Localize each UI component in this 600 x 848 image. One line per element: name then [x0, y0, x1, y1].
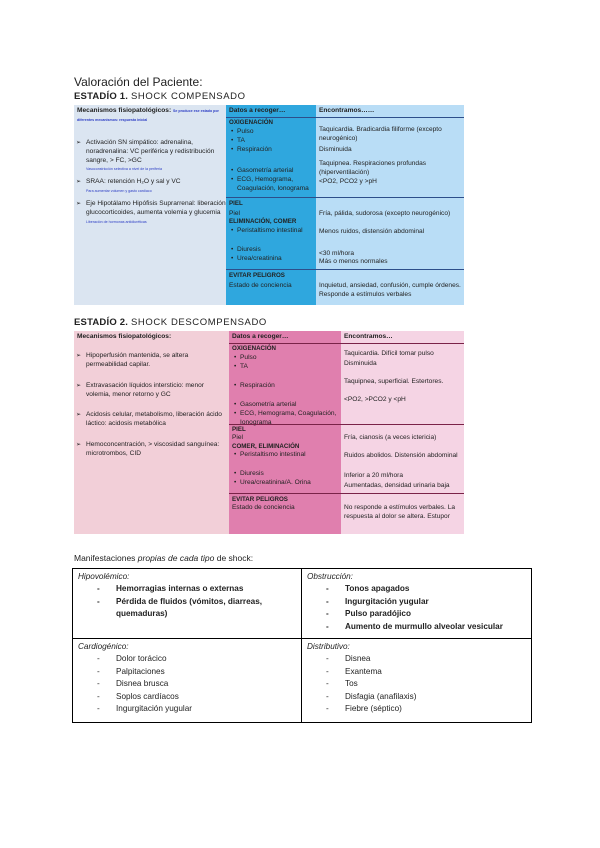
- stage-2-data-column: Datos a recoger… OXIGENACIÓN • Pulso • TA • Respiración • Gasometría arterial • ECG, Hemograma, Coagulación, Ionograma PIEL Piel COMER, ELIMINACIÓN • Peristaltismo intestinal • Diuresis • Urea/creatinina/A. Orina EVITAR PELIGROS Estado de conciencia: [229, 331, 341, 534]
- cardiogenico-cell: Cardiogénico: - Dolor torácico - Palpitaciones - Disnea brusca - Soplos cardíacos - Ingurgitación yugular: [73, 639, 301, 719]
- stage-1-label: ESTADÍO 1.: [74, 91, 129, 102]
- stage-1-name: SHOCK COMPENSADO: [130, 91, 246, 102]
- stage-1-findings-header: Encontramos……: [319, 107, 375, 114]
- stage-1-data-column: Datos a recoger… OXIGENACIÓN • Pulso • TA • Respiración • Gasometría arterial • ECG, Hemograma, Coagulación, Ionograma PIEL Piel ELIMINACIÓN, COMER • Peristaltismo intestinal • Diuresis • Urea/creatinina EVITAR PELIGROS Estado de conciencia: [226, 105, 316, 305]
- stage-1-data-header: Datos a recoger…: [229, 107, 286, 114]
- stage-2-mechanism-item: ➢ Hipoperfusión mantenida, se altera permeabilidad capilar.: [86, 352, 229, 370]
- stage-1-oxig-heading: OXIGENACIÓN: [229, 118, 274, 126]
- stage-2-data-header: Datos a recoger…: [232, 333, 289, 340]
- page-title: Valoración del Paciente:: [74, 75, 203, 89]
- stage-2-findings-header: Encontramos…: [344, 333, 393, 340]
- stage-1-mechanism-item: ➢ Eje Hipotálamo Hipófisis Suprarrenal: liberación glucocorticoides, aumenta volemia y glucemia Liberación de hormonas antidiuréticas: [86, 200, 226, 227]
- stage-2-elim-heading: COMER, ELIMINACIÓN: [232, 443, 300, 450]
- stage-2-mechanism-item: ➢ Extravasación líquidos intersticio: menor volemia, menor retorno y GC: [86, 382, 229, 400]
- stage-1-table: [74, 105, 464, 305]
- stage-2-mechanism-item: ➢ Acidosis celular, metabolismo, liberación ácido láctico: acidosis metabólica: [86, 411, 229, 429]
- stage-1-mechanism-item: ➢ Activación SN simpático: adrenalina, noradrenalina: VC periférica y redistribución sangre, > FC, >GC Vasoconstricción selectiva a nivel de la periferia: [86, 139, 226, 175]
- manifestations-title: Manifestaciones propias de cada tipo de shock:: [74, 553, 254, 563]
- stage-1-mechanisms-header: Mecanismos fisiopatológicos: Se produce ese estado por diferentes mecanismos: respuesta inicial: [77, 107, 219, 122]
- obstruccion-cell: Obstrucción: - Tonos apagados - Ingurgitación yugular - Pulso paradójico - Aumento de murmullo alveolar vesicular: [302, 569, 532, 636]
- hipovolemico-cell: Hipovolémico: - Hemorragias internas o externas - Pérdida de fluidos (vómitos, diarreas, quemaduras): [73, 569, 301, 624]
- shock-types-table: [72, 568, 532, 723]
- stage-2-evitar-heading: EVITAR PELIGROS: [232, 496, 288, 503]
- stage-2-table: [74, 331, 464, 534]
- stage-1-findings-column: Encontramos…… Taquicardia. Bradicardia filiforme (excepto neurogénico) Disminuida Taquipnea. Respiraciones profundas (hiperventilación) <PO2, PCO2 y >pH Fría, pálida, sudorosa (excepto neurogénico) Menos ruidos, distensión abdominal <30 ml/hora Más o menos normales Inquietud, ansiedad, confusión, cumple órdenes. Responde a estímulos verbales: [316, 105, 464, 305]
- stage-1-piel-heading: PIEL: [229, 200, 243, 207]
- stage-2-title: [74, 317, 267, 328]
- stage-2-label: ESTADÍO 2.: [74, 317, 129, 328]
- stage-2-piel-heading: PIEL: [232, 426, 246, 433]
- stage-2-name: SHOCK DESCOMPENSADO: [130, 317, 267, 328]
- distributivo-cell: Distributivo: - Disnea - Exantema - Tos - Disfagia (anafilaxis) - Fiebre (séptico): [302, 639, 532, 719]
- stage-2-mechanisms-column: [74, 331, 229, 534]
- stage-1-elim-heading: ELIMINACIÓN, COMER: [229, 218, 297, 225]
- stage-2-findings-column: Encontramos… Taquicardia. Difícil tomar pulso Disminuida Taquipnea, superficial. Estertores. <PO2, >PCO2 y <pH Fría, cianosis (a veces ictericia) Ruidos abolidos. Distensión abdominal Inferior a 20 ml/hora Aumentadas, densidad urinaria baja No responde a estímulos verbales. La respuesta al dolor se altera. Estupor: [341, 331, 464, 534]
- stage-2-mechanisms-header: Mecanismos fisiopatológicos:: [77, 333, 172, 340]
- stage-1-mechanism-item: ➢ SRAA: retención H₂O y sal y VC Para aumentar volumen y gasto cardíaco: [86, 178, 226, 196]
- stage-1-evitar-heading: EVITAR PELIGROS: [229, 272, 285, 279]
- stage-1-title: [74, 91, 246, 102]
- stage-2-mechanism-item: ➢ Hemoconcentración, > viscosidad sanguínea: microtrombos, CID: [86, 441, 229, 459]
- stage-2-oxig-heading: OXIGENACIÓN: [232, 344, 277, 352]
- stage-1-mechanisms-column: [74, 105, 226, 305]
